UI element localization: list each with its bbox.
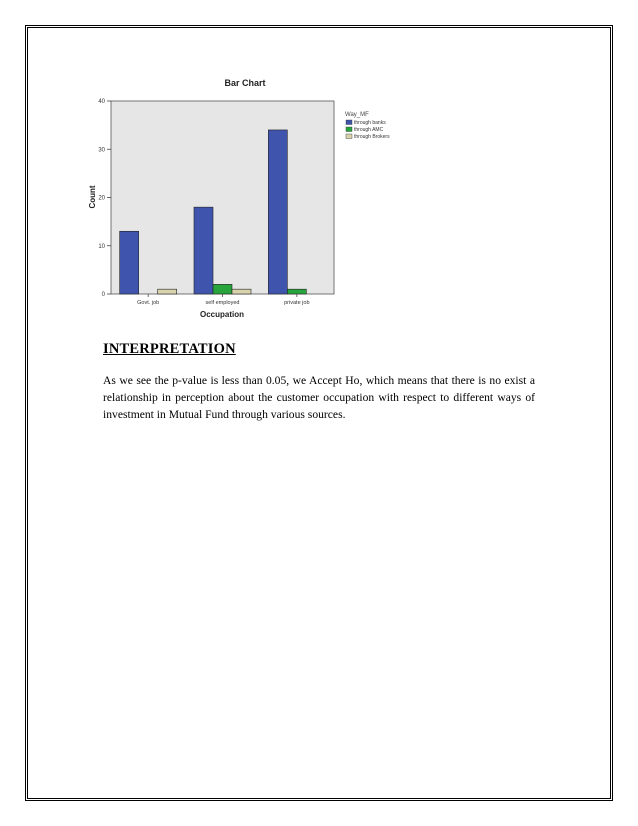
x-axis [137,294,309,306]
y-tick-label: 40 [98,99,105,105]
bar-0-1 [194,207,213,294]
x-axis-label: Occupation [199,310,245,319]
section-heading: INTERPRETATION [103,341,236,357]
legend [345,112,390,140]
legend-entry: through AMC [354,127,384,134]
x-tick-label: private job [284,300,310,306]
y-tick-label: 0 [101,292,105,298]
chart-title: Bar Chart [224,78,266,88]
bar-1-2 [287,289,306,294]
legend-entry: through banks [354,120,386,127]
legend-entry: through Brokers [354,134,390,141]
bar-2-1 [232,289,251,294]
bar-chart [82,72,407,322]
bar-0-2 [268,130,287,294]
bar-0-0 [120,231,139,294]
y-axis [98,99,111,298]
legend-swatch [346,127,352,132]
bar-1-1 [213,284,232,294]
bar-chart-svg [82,72,407,322]
y-axis-label: Count [88,185,97,209]
legend-swatch [346,120,352,125]
y-tick-label: 30 [98,147,105,154]
y-tick-label: 20 [98,195,105,202]
plot-area [111,101,334,294]
x-tick-label: self employed [205,300,240,306]
bar-2-0 [158,289,177,294]
x-tick-label: Govt. job [137,300,160,306]
interpretation-paragraph: As we see the p-value is less than 0.05, we Accept Ho, which means that there is no exist a relationship in perception about the customer occupation with respect to different ways of investment in Mutual Fund through various sources. [103,374,535,421]
y-tick-label: 10 [98,243,105,250]
legend-title: Way_MF [345,112,369,118]
legend-swatch [346,134,352,139]
